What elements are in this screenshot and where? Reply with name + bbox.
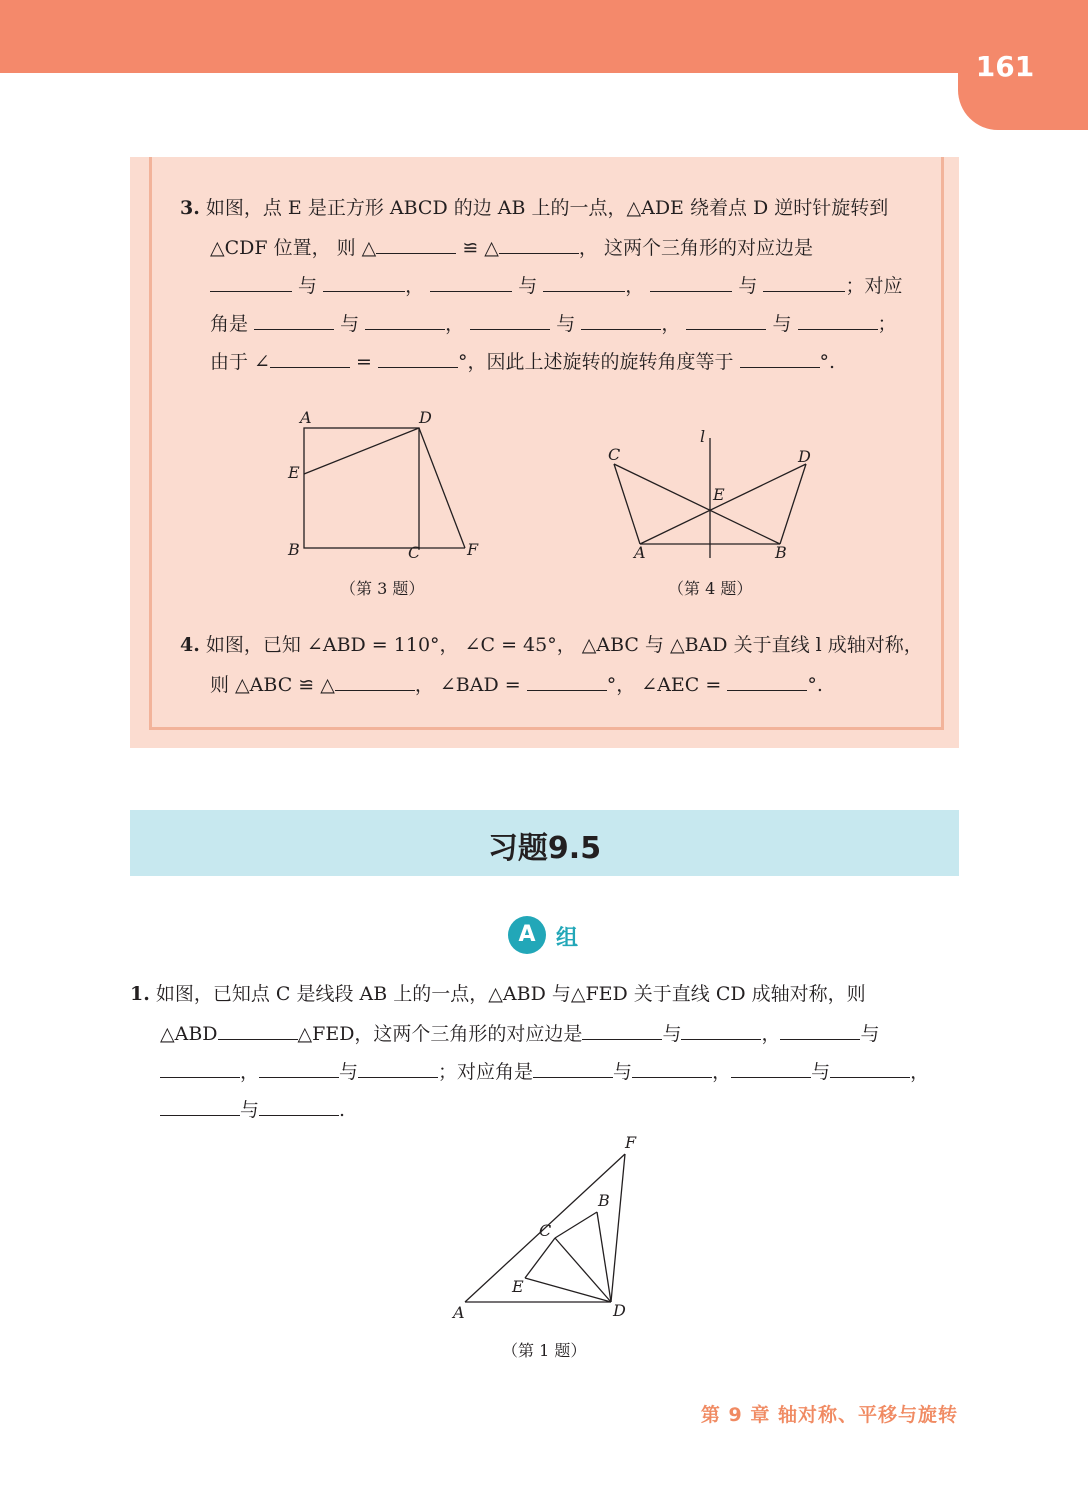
fig1-label-a: A — [453, 1303, 465, 1322]
answer-blank[interactable] — [470, 309, 550, 330]
q1-text-1: 如图，已知点 C 是线段 AB 上的一点，△ABD 与△FED 关于直线 CD 成轴对称，则 — [155, 983, 866, 1005]
answer-blank[interactable] — [798, 309, 878, 330]
figure-4-symmetry-diagram — [600, 420, 820, 570]
answer-blank[interactable] — [499, 233, 579, 254]
q1-yu: 与 — [662, 1023, 682, 1045]
figure-3-caption: （第 3 题） — [340, 579, 425, 598]
fig4-label-l: l — [700, 427, 706, 446]
q1-comma: ， — [761, 1023, 781, 1045]
answer-blank[interactable] — [581, 309, 661, 330]
answer-blank[interactable] — [254, 309, 334, 330]
q3-text-2c: ， 这两个三角形的对应边是 — [578, 237, 813, 259]
top-banner — [0, 0, 1088, 73]
figure-3-square-diagram — [280, 400, 500, 570]
answer-blank[interactable] — [160, 1057, 240, 1078]
figure-4-caption: （第 4 题） — [668, 579, 753, 598]
fig1-label-c: C — [539, 1221, 552, 1240]
q1-comma: ， — [910, 1061, 930, 1083]
answer-blank[interactable] — [270, 347, 350, 368]
q1-yu: 与 — [811, 1061, 831, 1083]
q3-text-5a: 由于 ∠ — [210, 351, 270, 373]
figure-1-caption: （第 1 题） — [502, 1341, 587, 1360]
q1-line-2 — [160, 1019, 879, 1047]
answer-blank[interactable] — [259, 1095, 339, 1116]
answer-blank[interactable] — [533, 1057, 613, 1078]
answer-blank[interactable] — [780, 1019, 860, 1040]
fig4-label-c: C — [608, 445, 621, 464]
fig3-label-b: B — [288, 540, 300, 559]
fig3-label-c: C — [408, 543, 421, 562]
q1-yu: 与 — [339, 1061, 359, 1083]
page-number: 161 — [975, 50, 1035, 83]
q3-yu: 与 — [340, 313, 360, 335]
fig1-label-e: E — [512, 1277, 524, 1296]
q3-text-1: 如图，点 E 是正方形 ABCD 的边 AB 上的一点，△ADE 绕着点 D 逆时针旋转到 — [205, 197, 889, 219]
fig4-label-b: B — [775, 543, 787, 562]
q3-yu: 与 — [518, 275, 538, 297]
q4-text-1: 如图，已知 ∠ABD = 110°， ∠C = 45°， △ABC 与 △BAD 关于直线 l 成轴对称， — [205, 634, 923, 656]
q3-text-3-end: ；对应 — [845, 275, 903, 297]
group-label: 组 — [556, 926, 579, 951]
fig4-label-a: A — [634, 543, 646, 562]
figure-1-triangle-diagram — [445, 1130, 655, 1330]
q3-text-2b: ≌ △ — [456, 237, 499, 259]
q4-line-2 — [210, 670, 823, 698]
q3-comma: ， — [625, 275, 645, 297]
q1-text-2a: △ABD — [160, 1023, 218, 1045]
answer-blank[interactable] — [543, 271, 625, 292]
answer-blank[interactable] — [259, 1057, 339, 1078]
answer-blank[interactable] — [830, 1057, 910, 1078]
answer-blank[interactable] — [160, 1095, 240, 1116]
q3-yu: 与 — [738, 275, 758, 297]
answer-blank[interactable] — [632, 1057, 712, 1078]
q3-comma: ， — [405, 275, 425, 297]
answer-blank[interactable] — [358, 1057, 438, 1078]
fig3-label-a: A — [300, 408, 312, 427]
q4-text-2c: °， ∠AEC = — [606, 674, 728, 696]
q4-text-2b: ， ∠BAD = — [414, 674, 527, 696]
answer-blank[interactable] — [218, 1019, 298, 1040]
q4-text-2d: °. — [807, 674, 823, 696]
fig4-label-d: D — [798, 447, 811, 466]
q4-number: 4. — [180, 634, 200, 656]
q1-line-4 — [160, 1095, 345, 1123]
answer-blank[interactable] — [740, 347, 820, 368]
answer-blank[interactable] — [365, 309, 445, 330]
fig1-label-f: F — [625, 1133, 637, 1152]
fig3-label-e: E — [288, 463, 300, 482]
answer-blank[interactable] — [335, 670, 415, 691]
q3-text-2a: △CDF 位置， 则 △ — [210, 237, 377, 259]
answer-blank[interactable] — [430, 271, 512, 292]
q3-line-4 — [210, 309, 897, 337]
q3-line-3 — [210, 271, 902, 299]
answer-blank[interactable] — [731, 1057, 811, 1078]
answer-blank[interactable] — [323, 271, 405, 292]
q3-text-4: 角是 — [210, 313, 249, 335]
answer-blank[interactable] — [727, 670, 807, 691]
fig1-label-b: B — [598, 1191, 610, 1210]
answer-blank[interactable] — [378, 347, 458, 368]
q1-line-3 — [160, 1057, 929, 1085]
q1-comma: ， — [712, 1061, 732, 1083]
q3-text-5c: °，因此上述旋转的旋转角度等于 — [457, 351, 734, 373]
q3-line-2 — [210, 233, 813, 261]
q1-comma: ， — [240, 1061, 260, 1083]
answer-blank[interactable] — [686, 309, 766, 330]
q3-comma: ， — [661, 313, 681, 335]
q4-text-2a: 则 △ABC ≌ △ — [210, 674, 335, 696]
answer-blank[interactable] — [763, 271, 845, 292]
q3-yu: 与 — [298, 275, 318, 297]
answer-blank[interactable] — [527, 670, 607, 691]
q4-line-1 — [180, 632, 923, 658]
q3-yu: 与 — [772, 313, 792, 335]
q1-line-1 — [130, 981, 866, 1007]
answer-blank[interactable] — [582, 1019, 662, 1040]
chapter-footer: 第 9 章 轴对称、平移与旋转 — [700, 1404, 958, 1426]
q3-text-5b: = — [349, 351, 378, 373]
fig1-label-d: D — [613, 1301, 626, 1320]
fig3-label-f: F — [467, 540, 479, 559]
q1-yu: 与 — [240, 1099, 260, 1121]
answer-blank[interactable] — [650, 271, 732, 292]
q3-number: 3. — [180, 197, 200, 219]
q1-end: . — [339, 1099, 346, 1121]
fig4-label-e: E — [713, 485, 725, 504]
group-badge: A — [508, 916, 546, 954]
section-title: 习题9.5 — [487, 831, 602, 866]
q3-comma: ， — [445, 313, 465, 335]
q3-line-5 — [210, 347, 835, 375]
q3-line-1 — [180, 195, 888, 221]
q1-yu: 与 — [613, 1061, 633, 1083]
fig3-label-d: D — [419, 408, 432, 427]
q1-text-2b: △FED，这两个三角形的对应边是 — [297, 1023, 583, 1045]
answer-blank[interactable] — [376, 233, 456, 254]
q1-number: 1. — [130, 983, 150, 1005]
q1-yu: 与 — [860, 1023, 880, 1045]
answer-blank[interactable] — [681, 1019, 761, 1040]
q3-text-5d: °. — [819, 351, 836, 373]
q3-yu: 与 — [556, 313, 576, 335]
q3-semicolon: ； — [877, 313, 897, 335]
answer-blank[interactable] — [210, 271, 292, 292]
q1-text-3: ；对应角是 — [438, 1061, 534, 1083]
